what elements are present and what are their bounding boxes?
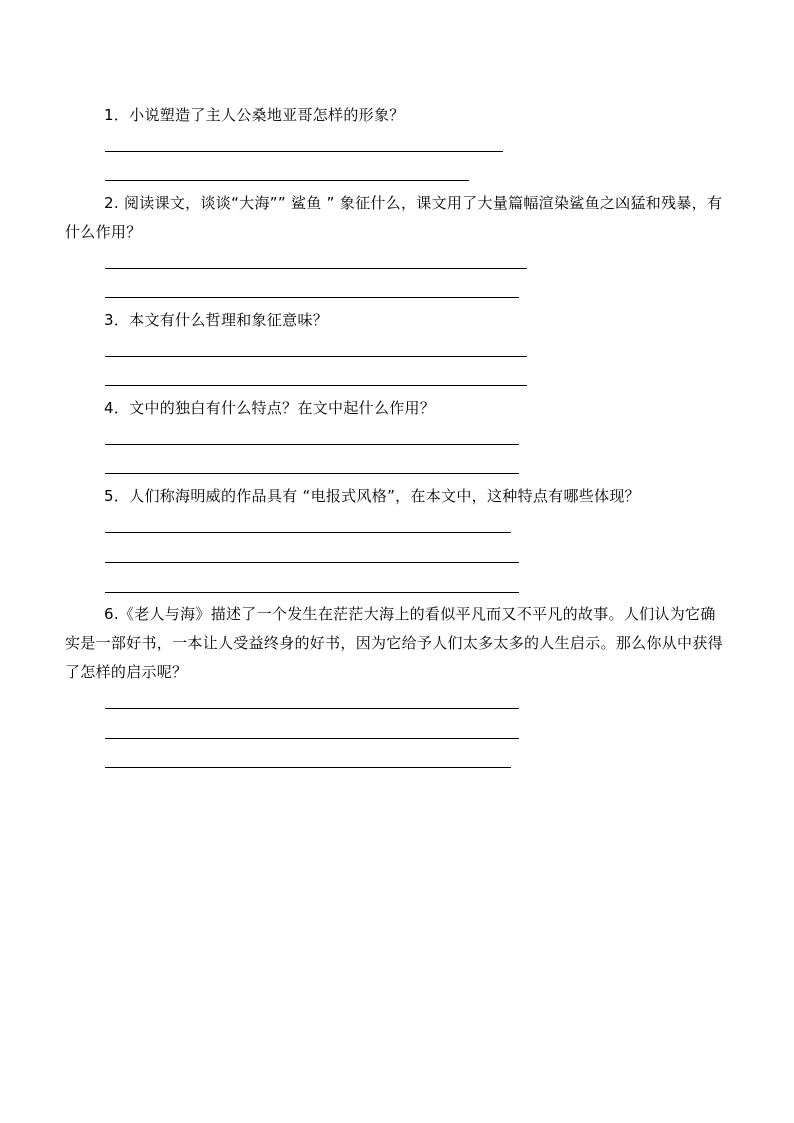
answer-line-5a[interactable] xyxy=(105,532,511,533)
answer-line-5c[interactable] xyxy=(105,592,519,593)
answer-line-5b[interactable] xyxy=(105,562,519,563)
answer-line-3b[interactable] xyxy=(105,385,527,386)
answer-line-6a[interactable] xyxy=(105,708,519,709)
question-3: 3．本文有什么哲理和象征意味？ xyxy=(104,311,329,329)
answer-line-4b[interactable] xyxy=(105,473,519,474)
question-4: 4．文中的独白有什么特点？在文中起什么作用？ xyxy=(104,399,436,417)
question-2: 2. 阅读课文，谈谈“大海”” 鲨鱼 ” 象征什么，课文用了大量篇幅渲染鲨鱼之凶猛和残暴，有什么作用？ xyxy=(65,194,723,241)
answer-line-4a[interactable] xyxy=(105,444,519,445)
answer-line-6b[interactable] xyxy=(105,738,519,739)
question-5: 5．人们称海明威的作品具有 “电报式风格”，在本文中，这种特点有哪些体现？ xyxy=(104,487,640,505)
answer-line-2b[interactable] xyxy=(105,297,519,298)
answer-line-2a[interactable] xyxy=(105,268,527,269)
answer-line-1a[interactable] xyxy=(105,151,503,152)
answer-line-3a[interactable] xyxy=(105,356,527,357)
question-6: 6.《老人与海》描述了一个发生在茫茫大海上的看似平凡而又不平凡的故事。人们认为它确实是一部好书，一本让人受益终身的好书，因为它给予人们太多太多的人生启示。那么你从中获得了怎样的启示呢？ xyxy=(65,605,723,681)
answer-line-1b[interactable] xyxy=(105,180,469,181)
answer-line-6c[interactable] xyxy=(105,767,511,768)
question-1: 1．小说塑造了主人公桑地亚哥怎样的形象？ xyxy=(104,106,405,124)
